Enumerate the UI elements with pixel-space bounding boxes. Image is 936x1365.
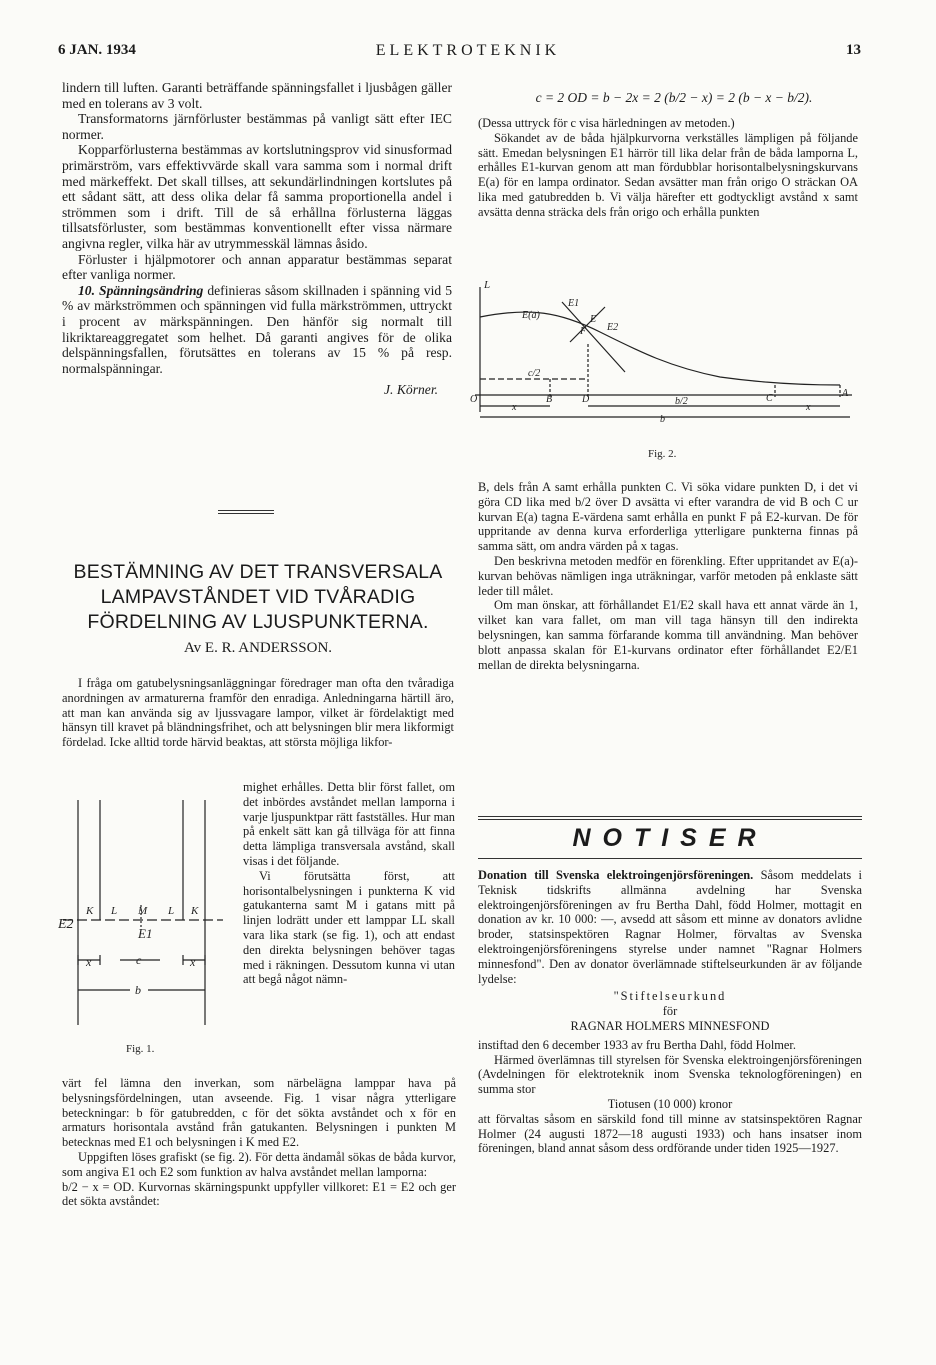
- right-text-bottom: [478, 480, 858, 672]
- notiser-heading: NOTISER: [572, 824, 768, 852]
- fig2-label: F: [580, 326, 587, 337]
- fig2-label: O: [470, 394, 478, 405]
- figure-1: [58, 800, 238, 1060]
- signature: J. Körner.: [384, 382, 438, 398]
- paragraph: Sökandet av de båda hjälpkurvorna verkställes lämpligen på följande sätt. Emedan belysningen E1 härrör till lika delar från de båda lamporna L, erhålles E1-kurvan genom att man fördubblar horisontalbelysningskurvans E(a) för en lampa ordinator. Sedan avsätter man från origo O sträckan OA lika med gatubredden b. Vi välja härefter ett godtyckligt avstånd x samt avsätta denna sträcka dels från origo och erhålla punkten: [478, 130, 858, 219]
- fig2-label: c/2: [528, 368, 541, 379]
- doc-title: "Stiftelseurkund: [613, 989, 727, 1004]
- doc-amount: Tiotusen (10 000) kronor: [607, 1096, 733, 1111]
- figure-2: [470, 272, 860, 462]
- fig2-caption: Fig. 2.: [648, 448, 677, 460]
- notice-lead: Donation till Svenska elektroingenjörsföreningen.: [478, 868, 754, 882]
- journal-title: ELEKTROTEKNIK: [375, 42, 561, 59]
- fig2-label: E1: [568, 298, 580, 309]
- fig2-label: C: [766, 393, 773, 404]
- doc-for: för: [662, 1004, 678, 1019]
- notice-text: Såsom meddelats i Teknisk tidskrifts allmänna avdelning har Svenska elektroingenjörsföreningen av fru Bertha Dahl, född Holmer, mottagit en donation av kr. 10 000: —, avsedd att såsom ett minne av donators avlidne broder, statsinspektören Ragnar Holmer, förvaltas av Svenska elektroingenjörsföreningens styrelse under namnet "Ragnar Holmers minnesfond". Den av donator överlämnade stiftelseurkunden är av följande lydelse:: [478, 868, 862, 986]
- fig2-label: L: [484, 279, 491, 291]
- page-number: 13: [846, 42, 861, 58]
- divider: [478, 819, 862, 820]
- fig1-caption: Fig. 1.: [126, 1043, 155, 1055]
- fig2-label: b/2: [675, 396, 688, 407]
- paragraph: Vi förutsätta först, att horisontalbelysningen i punkterna K vid gatukanterna samt M i gatans mitt på linjen lodrätt under ett lamppar LL skall vara lika stark (se fig. 1), och att endast den direkta belysningen behöver tagas med i räkningen. Dessutom kunna vi utan att begå något nämn-: [243, 868, 455, 987]
- paragraph: I fråga om gatubelysningsanläggningar föredrager man ofta den tvåradiga anordningen av armaturerna framför den enradiga. Anledningarna härtill äro, att man kan använda sig av ljussvagare lampor, vilket är fördelaktigt med hänsyn till kravet på bländningsfrihet, och att belysningen blir mera likformigt fördelad. Icke alltid torde härvid beaktas, att största möjliga likfor-: [62, 676, 454, 750]
- fig2-label: b: [660, 414, 665, 425]
- divider: [218, 513, 274, 514]
- paragraph: Transformatorns järnförluster bestämmas på vanligt sätt efter IEC normer.: [62, 111, 452, 142]
- formula: c = 2 OD = b − 2x = 2 (b/2 − x) = 2 (b − x − b/2).: [535, 90, 813, 105]
- fig1-label: E2: [58, 917, 74, 932]
- paragraph: värt fel lämna den inverkan, som närbelägna lamppar hava på belysningsfördelningen, utan avseende. Fig. 1 visar några ytterligare beteckningar: b för gatubredden, c för det sökta avståndet och x för en armaturs horisontala avstånd från gatukanten. Belysningen i punkten M betecknas med E1 och belysningen i K med E2.: [62, 1076, 456, 1150]
- fig2-label: x: [806, 402, 811, 413]
- paragraph: Uppgiften löses grafiskt (se fig. 2). För detta ändamål sökas de båda kurvor, som angiva E1 och E2 som funktion av halva avståndet mellan lamporna:: [62, 1149, 456, 1179]
- article-intro: [62, 676, 454, 750]
- fig2-label: x: [512, 402, 517, 413]
- article-wrap: [243, 780, 455, 987]
- fig2-label: A: [842, 388, 849, 399]
- paragraph: [62, 283, 452, 377]
- article-title: BESTÄMNING AV DET TRANSVERSALA LAMPAVSTÅNDET VID TVÅRADIG FÖRDELNING AV LJUSPUNKTERNA.: [73, 561, 443, 633]
- paragraph: Förluster i hjälpmotorer och annan apparatur bestämmas separat efter vanliga normer.: [62, 251, 452, 283]
- fig1-label: c: [136, 953, 142, 967]
- article-byline: Av E. R. ANDERSSON.: [183, 640, 333, 656]
- divider: [218, 510, 274, 511]
- paragraph: (Dessa uttryck för c visa härledningen av metoden.): [478, 116, 735, 130]
- fig2-label: B: [546, 394, 553, 405]
- header-date: 6 JAN. 1934: [58, 42, 136, 58]
- paragraph: att förvaltas såsom en särskild fond till minne av statsinspektören Ragnar Holmer (24 augusti 1872—18 augusti 1933) och hans insatser inom föreningen, bland annat såsom dess ordförande under tiden 1925—1927.: [478, 1111, 862, 1156]
- paragraph: Kopparförlusterna bestämmas av kortslutningsprov vid sinusformad primärström, vars effektivvärde skall vara samma som i normal drift med märkeffekt. Det skall tillses, att sekundärlindningen kortslutes på ett sådant sätt, att dess olika delar få samma proportionella andel i strömmen som i drift. Till de så erhållna förlusterna läggas tillsatsförluster, som bestämmas konventionellt efter vissa närmare angivna regler, vilka här av utrymmesskäl lämnas åsido.: [62, 142, 452, 251]
- paragraph: mighet erhålles. Detta blir först fallet, om det inbördes avståndet mellan lamporna i varje ljuspunktpar rätt fastställes. Hur man på enkelt sätt kan gå tillväga för att finna detta lämpliga transversala avstånd, skall visas i det följande.: [243, 780, 455, 868]
- fig2-label: D: [582, 394, 590, 405]
- doc-name: RAGNAR HOLMERS MINNESFOND: [570, 1018, 770, 1033]
- left-article-end: [62, 80, 452, 398]
- right-text-top: [478, 116, 858, 220]
- fig1-label: K: [191, 905, 199, 917]
- fig1-label: b: [135, 983, 141, 997]
- notiser-body: [478, 868, 862, 1156]
- paragraph: Härmed överlämnas till styrelsen för Svenska elektroingenjörsföreningen (Avdelningen för elektroteknik inom Svenska teknologföreningen) en summa stor: [478, 1052, 862, 1097]
- paragraph: instiftad den 6 december 1933 av fru Bertha Dahl, född Holmer.: [478, 1037, 796, 1052]
- paragraph: B, dels från A samt erhålla punkten C. Vi söka vidare punkten D, i det vi göra CD lika med b/2 över D avsätta vi efter varandra de vid B och C ur kurvan E(a) tagna E-värdena samt erhålla en punkt F på E2-kurvan. De för uppritande av denna kurva erforderliga ytterligare punkterna finnas på samma sätt, om andra värden på x tagas.: [478, 480, 858, 554]
- fig1-label: L: [111, 905, 118, 917]
- paragraph: b/2 − x = OD. Kurvornas skärningspunkt uppfyller villkoret: E1 = E2 och ger det sökta avståndet:: [62, 1179, 456, 1209]
- section-lead: 10. Spänningsändring: [78, 282, 204, 298]
- fig1-label: K: [86, 905, 94, 917]
- fig1-label: M: [138, 905, 148, 917]
- fig2-label: E: [590, 314, 597, 325]
- paragraph: lindern till luften. Garanti beträffande spänningsfallet i ljusbågen gäller med en tolerans av 3 volt.: [62, 80, 452, 111]
- fig1-label: L: [168, 905, 175, 917]
- fig1-label: x: [86, 955, 92, 969]
- fig1-label: E1: [138, 926, 153, 941]
- paragraph: Den beskrivna metoden medför en förenkling. Efter uppritandet av E(a)-kurvan behövas nämligen inga uträkningar, varför metoden på enklaste sätt leder till målet.: [478, 553, 858, 598]
- fig2-label: E2: [607, 322, 619, 333]
- paragraph: Om man önskar, att förhållandet E1/E2 skall hava ett annat värde än 1, vilket kan vara fallet, om man vill taga hänsyn till den indirekta belysningen, kan samma förfarande komma till användning. Man behöver blott anpassa skalan för E1-kurvans ordinator efter förhållandet E2/E1 mellan de direkta belysningarna.: [478, 598, 858, 672]
- fig1-label: x: [190, 955, 196, 969]
- fig2-label: E(a): [522, 310, 540, 321]
- paragraph-text: definieras såsom skillnaden i spänning vid 5 % av märkströmmen och spänningen vid fulla märkströmmen, uttryckt i procent av märkspänningen. Den hänför sig normalt till likriktareaggregatet som helhet. Då garanti angives för de olika delspänningsfallen, förutsättes en tolerans av 15 % på resp. normalspänningar.: [62, 282, 452, 376]
- article-continued: [62, 1076, 456, 1209]
- divider: [478, 858, 862, 859]
- divider: [478, 816, 862, 817]
